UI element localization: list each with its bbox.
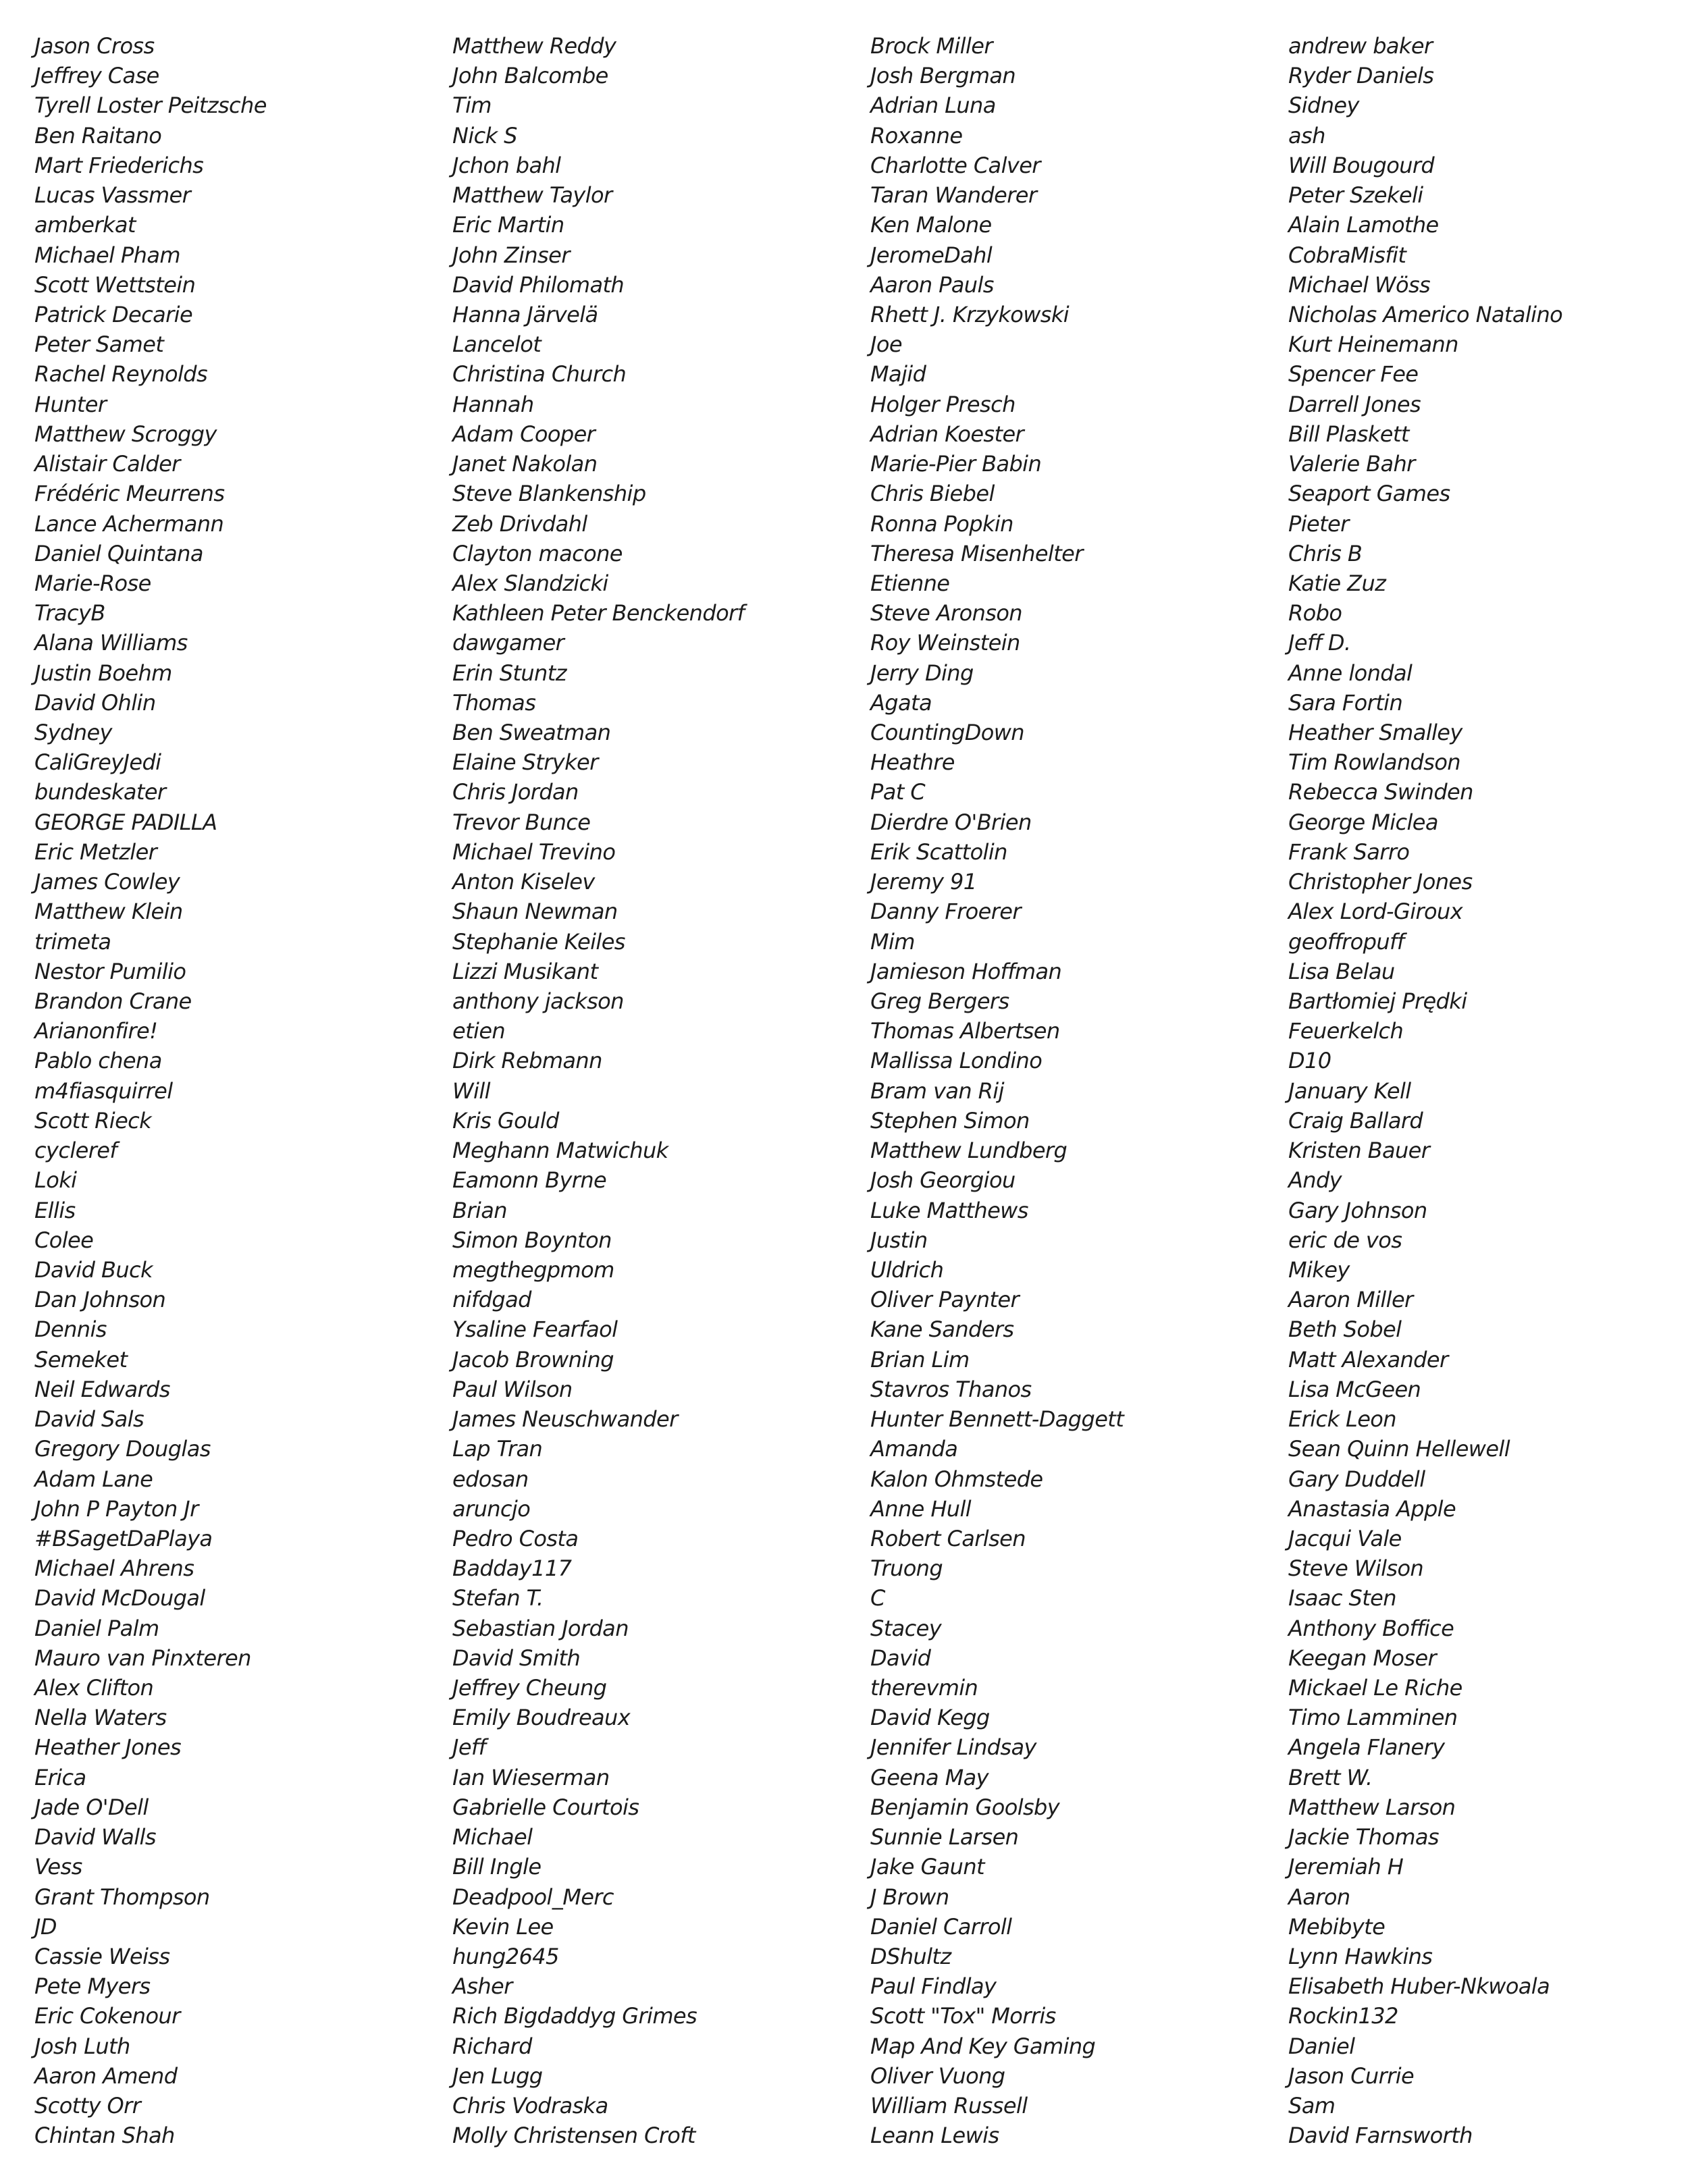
name-entry: Jerry Ding xyxy=(870,660,974,686)
name-entry: Chris B xyxy=(1288,540,1363,566)
name-entry: Tim Rowlandson xyxy=(1288,749,1460,776)
name-entry: Ellis xyxy=(34,1197,76,1223)
name-entry: Jeff xyxy=(452,1734,486,1761)
name-entry: Janet Nakolan xyxy=(452,451,598,477)
name-entry: John Zinser xyxy=(452,242,570,268)
name-entry: Frank Sarro xyxy=(1288,838,1410,865)
name-column-3 xyxy=(870,31,1275,2151)
name-entry: Brett W. xyxy=(1288,1764,1373,1790)
name-entry: David McDougal xyxy=(34,1585,205,1612)
name-entry: Kris Gould xyxy=(452,1107,559,1134)
name-entry: Daniel Carroll xyxy=(870,1913,1012,1940)
name-entry: Eric Martin xyxy=(452,212,564,238)
name-entry: ash xyxy=(1288,122,1325,149)
name-entry: Robo xyxy=(1288,600,1342,627)
name-entry: David Philomath xyxy=(452,271,625,298)
name-entry: Paul Wilson xyxy=(452,1376,573,1402)
name-entry: Matthew Reddy xyxy=(452,33,616,59)
name-entry: Bill Plaskett xyxy=(1288,421,1409,447)
name-entry: George Miclea xyxy=(1288,809,1438,835)
name-entry: Stefan T. xyxy=(452,1585,544,1612)
name-entry: Geena May xyxy=(870,1764,988,1790)
name-entry: Deadpool_Merc xyxy=(452,1884,614,1910)
name-entry: Roy Weinstein xyxy=(870,630,1020,656)
name-entry: Kathleen Peter Benckendorf xyxy=(452,600,745,627)
name-entry: nifdgad xyxy=(452,1287,531,1313)
name-entry: Kalon Ohmstede xyxy=(870,1466,1043,1492)
name-entry: Ben Sweatman xyxy=(452,720,611,746)
name-entry: Sara Fortin xyxy=(1288,689,1403,716)
name-entry: Nestor Pumilio xyxy=(34,958,186,984)
name-entry: Theresa Misenhelter xyxy=(870,540,1083,566)
name-entry: Adrian Luna xyxy=(870,92,996,119)
name-entry: Matthew Klein xyxy=(34,899,183,925)
name-entry: Loki xyxy=(34,1167,77,1194)
name-entry: Matthew Larson xyxy=(1288,1794,1456,1820)
name-entry: Josh Georgiou xyxy=(870,1167,1016,1194)
name-entry: Andy xyxy=(1288,1167,1342,1194)
name-entry: Steve Blankenship xyxy=(452,481,646,507)
name-entry: Matt Alexander xyxy=(1288,1346,1448,1373)
name-entry: Arianonfire! xyxy=(34,1018,158,1044)
name-entry: Alain Lamothe xyxy=(1288,212,1439,238)
name-entry: David Farnsworth xyxy=(1288,2123,1473,2149)
name-entry: Charlotte Calver xyxy=(870,152,1040,178)
name-entry: Semeket xyxy=(34,1346,128,1373)
name-entry: hung2645 xyxy=(452,1944,559,1969)
name-entry: James Neuschwander xyxy=(452,1406,678,1433)
name-entry: Amanda xyxy=(870,1436,958,1462)
name-entry: C xyxy=(870,1585,885,1612)
name-entry: Anne londal xyxy=(1288,660,1413,686)
name-entry: Tim xyxy=(452,92,492,119)
name-entry: Oliver Vuong xyxy=(870,2062,1005,2089)
name-entry: Stavros Thanos xyxy=(870,1376,1032,1402)
name-entry: Spencer Fee xyxy=(1288,361,1419,388)
name-entry: Michael Wöss xyxy=(1288,271,1431,298)
name-entry: Jason Currie xyxy=(1288,2062,1415,2089)
name-entry: John Balcombe xyxy=(452,63,608,89)
name-entry: Daniel Palm xyxy=(34,1615,159,1641)
name-entry: Lisa Belau xyxy=(1288,958,1395,984)
name-entry: Sean Quinn Hellewell xyxy=(1288,1436,1510,1462)
name-entry: Brock Miller xyxy=(870,33,993,59)
name-entry: Scott "Tox" Morris xyxy=(870,2003,1056,2029)
name-entry: Matthew Taylor xyxy=(452,182,612,209)
name-entry: Aaron Amend xyxy=(34,2062,178,2089)
name-entry: Seaport Games xyxy=(1288,481,1450,507)
name-entry: Rockin132 xyxy=(1288,2003,1398,2029)
name-entry: #BSagetDaPlaya xyxy=(34,1525,213,1551)
name-entry: Jeremiah H xyxy=(1288,1854,1404,1880)
name-entry: Katie Zuz xyxy=(1288,570,1386,596)
name-entry: Agata xyxy=(870,689,932,716)
name-entry: Jacob Browning xyxy=(452,1346,614,1373)
name-entry: David Sals xyxy=(34,1406,144,1433)
name-entry: Stephen Simon xyxy=(870,1107,1030,1134)
name-entry: Anastasia Apple xyxy=(1288,1495,1456,1522)
name-entry: Greg Bergers xyxy=(870,988,1009,1014)
name-entry: Erick Leon xyxy=(1288,1406,1396,1433)
name-entry: Lisa McGeen xyxy=(1288,1376,1421,1402)
name-entry: amberkat xyxy=(34,212,136,238)
name-entry: Oliver Paynter xyxy=(870,1287,1020,1313)
name-entry: Scott Rieck xyxy=(34,1107,152,1134)
name-entry: Nella Waters xyxy=(34,1705,167,1731)
name-entry: JD xyxy=(34,1913,57,1940)
name-entry: Meghann Matwichuk xyxy=(452,1138,668,1164)
name-entry: Ronna Popkin xyxy=(870,510,1013,537)
name-entry: January Kell xyxy=(1288,1077,1411,1104)
name-entry: Isaac Sten xyxy=(1288,1585,1396,1612)
name-entry: Mart Friederichs xyxy=(34,152,204,178)
name-entry: David Walls xyxy=(34,1824,156,1850)
name-entry: Truong xyxy=(870,1555,943,1582)
name-entry: Josh Luth xyxy=(34,2033,130,2059)
name-entry: Vess xyxy=(34,1854,82,1880)
name-entry: Dennis xyxy=(34,1316,107,1343)
name-entry: Map And Key Gaming xyxy=(870,2033,1096,2059)
name-entry: Eric Metzler xyxy=(34,838,157,865)
name-entry: Hunter xyxy=(34,391,107,417)
name-entry: Shaun Newman xyxy=(452,899,618,925)
name-entry: bundeskater xyxy=(34,779,166,805)
name-entry: Elisabeth Huber-Nkwoala xyxy=(1288,1973,1550,2000)
name-entry: anthony jackson xyxy=(452,988,624,1014)
name-column-2 xyxy=(452,31,858,2151)
name-entry: Holger Presch xyxy=(870,391,1016,417)
name-entry: Patrick Decarie xyxy=(34,301,193,327)
name-entry: etien xyxy=(452,1018,506,1044)
name-entry: Bill Ingle xyxy=(452,1854,542,1880)
name-entry: Brandon Crane xyxy=(34,988,192,1014)
name-entry: Jackie Thomas xyxy=(1288,1824,1439,1850)
name-entry: Will Bougourd xyxy=(1288,152,1435,178)
name-entry: Ian Wieserman xyxy=(452,1764,610,1790)
name-entry: Pablo chena xyxy=(34,1048,162,1074)
name-entry: Etienne xyxy=(870,570,950,596)
name-entry: Adam Cooper xyxy=(452,421,596,447)
name-entry: Anne Hull xyxy=(870,1495,972,1522)
name-entry: Mim xyxy=(870,928,915,955)
name-entry: Valerie Bahr xyxy=(1288,451,1415,477)
name-entry: Pete Myers xyxy=(34,1973,151,2000)
name-entry: Sebastian Jordan xyxy=(452,1615,629,1641)
name-entry: Thomas xyxy=(452,689,536,716)
name-entry: Scotty Orr xyxy=(34,2093,141,2119)
name-entry: Molly Christensen Croft xyxy=(452,2123,695,2149)
name-entry: Heathre xyxy=(870,749,955,776)
name-entry: Mauro van Pinxteren xyxy=(34,1645,251,1671)
name-entry: edosan xyxy=(452,1466,529,1492)
name-entry: Michael Pham xyxy=(34,242,180,268)
name-entry: Kevin Lee xyxy=(452,1913,554,1940)
name-entry: Rhett J. Krzykowski xyxy=(870,301,1070,327)
name-entry: Timo Lamminen xyxy=(1288,1705,1458,1731)
name-entry: Angela Flanery xyxy=(1288,1734,1445,1761)
name-entry: Steve Wilson xyxy=(1288,1555,1424,1582)
name-entry: trimeta xyxy=(34,928,111,955)
name-entry: Ben Raitano xyxy=(34,122,162,149)
name-entry: Jchon bahl xyxy=(452,152,561,178)
name-entry: Eamonn Byrne xyxy=(452,1167,607,1194)
name-entry: Clayton macone xyxy=(452,540,623,566)
name-entry: Feuerkelch xyxy=(1288,1018,1404,1044)
name-entry: Jennifer Lindsay xyxy=(870,1734,1036,1761)
name-entry: Pieter xyxy=(1288,510,1349,537)
name-entry: Mallissa Londino xyxy=(870,1048,1043,1074)
name-entry: David Kegg xyxy=(870,1705,990,1731)
name-entry: Rich Bigdaddyg Grimes xyxy=(452,2003,697,2029)
name-entry: Badday117 xyxy=(452,1555,572,1582)
name-entry: Heather Smalley xyxy=(1288,720,1462,746)
name-entry: Adam Lane xyxy=(34,1466,153,1492)
name-entry: dawgamer xyxy=(452,630,564,656)
name-entry: Jeremy 91 xyxy=(870,869,977,895)
name-entry: Elaine Stryker xyxy=(452,749,598,776)
name-entry: Paul Findlay xyxy=(870,1973,997,2000)
name-entry: Trevor Bunce xyxy=(452,809,591,835)
name-entry: Sam xyxy=(1288,2093,1336,2119)
name-entry: Pat C xyxy=(870,779,925,805)
name-entry: Justin xyxy=(870,1227,928,1253)
name-entry: Ysaline Fearfaol xyxy=(452,1316,618,1343)
name-entry: Jen Lugg xyxy=(452,2062,543,2089)
name-entry: Aaron Miller xyxy=(1288,1287,1413,1313)
name-entry: Alana Williams xyxy=(34,630,188,656)
name-entry: Jade O'Dell xyxy=(34,1794,149,1820)
name-entry: Scott Wettstein xyxy=(34,271,196,298)
name-entry: Daniel Quintana xyxy=(34,540,203,566)
name-entry: Colee xyxy=(34,1227,94,1253)
name-entry: Mickael Le Riche xyxy=(1288,1675,1462,1701)
name-entry: Pedro Costa xyxy=(452,1525,579,1551)
name-entry: Chintan Shah xyxy=(34,2123,175,2149)
name-entry: Jeffrey Case xyxy=(34,63,159,89)
name-entry: Chris Vodraska xyxy=(452,2093,608,2119)
name-entry: CountingDown xyxy=(870,720,1024,746)
name-entry: eric de vos xyxy=(1288,1227,1402,1253)
name-entry: Daniel xyxy=(1288,2033,1355,2059)
name-entry: James Cowley xyxy=(34,869,180,895)
name-entry: Erik Scattolin xyxy=(870,838,1007,865)
name-entry: David xyxy=(870,1645,931,1671)
name-entry: Majid xyxy=(870,361,926,388)
name-entry: CaliGreyJedi xyxy=(34,749,161,776)
name-entry: Zeb Drivdahl xyxy=(452,510,587,537)
name-entry: Gary Duddell xyxy=(1288,1466,1425,1492)
name-entry: Frédéric Meurrens xyxy=(34,481,225,507)
name-entry: Stacey xyxy=(870,1615,942,1641)
name-entry: Lynn Hawkins xyxy=(1288,1944,1433,1969)
name-entry: Bartłomiej Prędki xyxy=(1288,988,1467,1014)
name-entry: Sunnie Larsen xyxy=(870,1824,1019,1850)
name-entry: Josh Bergman xyxy=(870,63,1016,89)
name-entry: TracyB xyxy=(34,600,105,627)
name-entry: Roxanne xyxy=(870,122,963,149)
name-entry: Jason Cross xyxy=(34,33,155,59)
name-entry: Beth Sobel xyxy=(1288,1316,1402,1343)
name-entry: Asher xyxy=(452,1973,512,2000)
name-entry: Gary Johnson xyxy=(1288,1197,1427,1223)
name-entry: Brian Lim xyxy=(870,1346,970,1373)
name-entry: Alex Clifton xyxy=(34,1675,154,1701)
name-entry: Michael xyxy=(452,1824,533,1850)
name-entry: Nicholas Americo Natalino xyxy=(1288,301,1563,327)
name-entry: Lancelot xyxy=(452,331,542,358)
name-entry: Hannah xyxy=(452,391,534,417)
name-entry: Thomas Albertsen xyxy=(870,1018,1060,1044)
name-entry: Christopher Jones xyxy=(1288,869,1473,895)
name-entry: Nick S xyxy=(452,122,517,149)
name-entry: David Buck xyxy=(34,1256,153,1283)
name-entry: Dirk Rebmann xyxy=(452,1048,602,1074)
name-entry: John P Payton Jr xyxy=(34,1495,199,1522)
name-entry: William Russell xyxy=(870,2093,1028,2119)
name-entry: andrew baker xyxy=(1288,33,1433,59)
name-entry: Dan Johnson xyxy=(34,1287,166,1313)
name-entry: Lizzi Musikant xyxy=(452,958,598,984)
name-entry: therevmin xyxy=(870,1675,978,1701)
name-entry: J Brown xyxy=(870,1884,949,1910)
name-entry: Lucas Vassmer xyxy=(34,182,191,209)
name-entry: Richard xyxy=(452,2033,532,2059)
name-entry: Joe xyxy=(870,331,902,358)
name-entry: Adrian Koester xyxy=(870,421,1024,447)
name-entry: Kane Sanders xyxy=(870,1316,1014,1343)
name-entry: Jake Gaunt xyxy=(870,1854,984,1880)
name-entry: Brian xyxy=(452,1197,507,1223)
name-entry: DShultz xyxy=(870,1944,951,1969)
name-entry: Luke Matthews xyxy=(870,1197,1028,1223)
name-entry: Dierdre O'Brien xyxy=(870,809,1032,835)
name-entry: Rachel Reynolds xyxy=(34,361,208,388)
name-entry: Simon Boynton xyxy=(452,1227,612,1253)
name-entry: Lance Achermann xyxy=(34,510,224,537)
name-entry: Chris Biebel xyxy=(870,481,995,507)
name-entry: Kurt Heinemann xyxy=(1288,331,1458,358)
name-entry: Matthew Scroggy xyxy=(34,421,217,447)
name-entry: GEORGE PADILLA xyxy=(34,809,217,835)
name-entry: Alistair Calder xyxy=(34,451,180,477)
name-entry: Jeff D. xyxy=(1288,630,1351,656)
name-entry: Peter Szekeli xyxy=(1288,182,1423,209)
name-entry: Keegan Moser xyxy=(1288,1645,1437,1671)
name-entry: Will xyxy=(452,1077,490,1104)
name-entry: cycleref xyxy=(34,1138,117,1164)
name-entry: CobraMisfit xyxy=(1288,242,1406,268)
name-entry: Steve Aronson xyxy=(870,600,1022,627)
name-entry: geoffropuff xyxy=(1288,928,1404,955)
name-entry: D10 xyxy=(1288,1048,1331,1074)
name-entry: David Ohlin xyxy=(34,689,156,716)
name-entry: m4fiasquirrel xyxy=(34,1077,173,1104)
name-entry: Chris Jordan xyxy=(452,779,579,805)
name-entry: Michael Ahrens xyxy=(34,1555,194,1582)
name-entry: Hanna Järvelä xyxy=(452,301,598,327)
name-entry: Rebecca Swinden xyxy=(1288,779,1473,805)
name-entry: Taran Wanderer xyxy=(870,182,1037,209)
name-entry: Marie-Pier Babin xyxy=(870,451,1042,477)
name-entry: Christina Church xyxy=(452,361,627,388)
name-entry: Aaron xyxy=(1288,1884,1350,1910)
name-entry: aruncjo xyxy=(452,1495,531,1522)
name-entry: Anthony Boffice xyxy=(1288,1615,1454,1641)
name-entry: Alex Slandzicki xyxy=(452,570,608,596)
name-entry: Erin Stuntz xyxy=(452,660,566,686)
name-entry: Emily Boudreaux xyxy=(452,1705,631,1731)
name-entry: Robert Carlsen xyxy=(870,1525,1026,1551)
name-entry: Ryder Daniels xyxy=(1288,63,1434,89)
name-entry: Bram van Rij xyxy=(870,1077,1004,1104)
name-entry: Anton Kiselev xyxy=(452,869,595,895)
name-entry: Justin Boehm xyxy=(34,660,172,686)
name-entry: Gabrielle Courtois xyxy=(452,1794,639,1820)
name-entry: JeromeDahl xyxy=(870,242,993,268)
name-column-1 xyxy=(34,31,440,2151)
name-entry: Lap Tran xyxy=(452,1436,543,1462)
name-entry: Mikey xyxy=(1288,1256,1350,1283)
name-entry: Jamieson Hoffman xyxy=(870,958,1062,984)
name-entry: Alex Lord-Giroux xyxy=(1288,899,1463,925)
name-entry: Aaron Pauls xyxy=(870,271,994,298)
name-column-4 xyxy=(1288,31,1688,2151)
name-entry: Marie-Rose xyxy=(34,570,151,596)
name-entry: Mebibyte xyxy=(1288,1913,1386,1940)
name-entry: Jacqui Vale xyxy=(1288,1525,1402,1551)
name-entry: Hunter Bennett-Daggett xyxy=(870,1406,1124,1433)
name-entry: Danny Froerer xyxy=(870,899,1021,925)
name-entry: Ken Malone xyxy=(870,212,992,238)
name-entry: Benjamin Goolsby xyxy=(870,1794,1060,1820)
name-entry: Grant Thompson xyxy=(34,1884,210,1910)
name-entry: Sydney xyxy=(34,720,112,746)
name-entry: Jeffrey Cheung xyxy=(452,1675,607,1701)
name-entry: Leann Lewis xyxy=(870,2123,999,2149)
name-entry: Eric Cokenour xyxy=(34,2003,180,2029)
name-entry: Uldrich xyxy=(870,1256,944,1283)
name-entry: Sidney xyxy=(1288,92,1359,119)
name-entry: Heather Jones xyxy=(34,1734,182,1761)
name-entry: Craig Ballard xyxy=(1288,1107,1423,1134)
name-entry: Erica xyxy=(34,1764,86,1790)
name-entry: Matthew Lundberg xyxy=(870,1138,1067,1164)
name-entry: Gregory Douglas xyxy=(34,1436,211,1462)
name-entry: Kristen Bauer xyxy=(1288,1138,1430,1164)
name-entry: Stephanie Keiles xyxy=(452,928,625,955)
name-entry: Michael Trevino xyxy=(452,838,616,865)
name-entry: Neil Edwards xyxy=(34,1376,170,1402)
name-entry: Darrell Jones xyxy=(1288,391,1421,417)
name-entry: Peter Samet xyxy=(34,331,164,358)
name-entry: megthegpmom xyxy=(452,1256,614,1283)
name-entry: Tyrell Loster Peitzsche xyxy=(34,92,267,119)
name-entry: Cassie Weiss xyxy=(34,1944,170,1969)
name-entry: David Smith xyxy=(452,1645,581,1671)
